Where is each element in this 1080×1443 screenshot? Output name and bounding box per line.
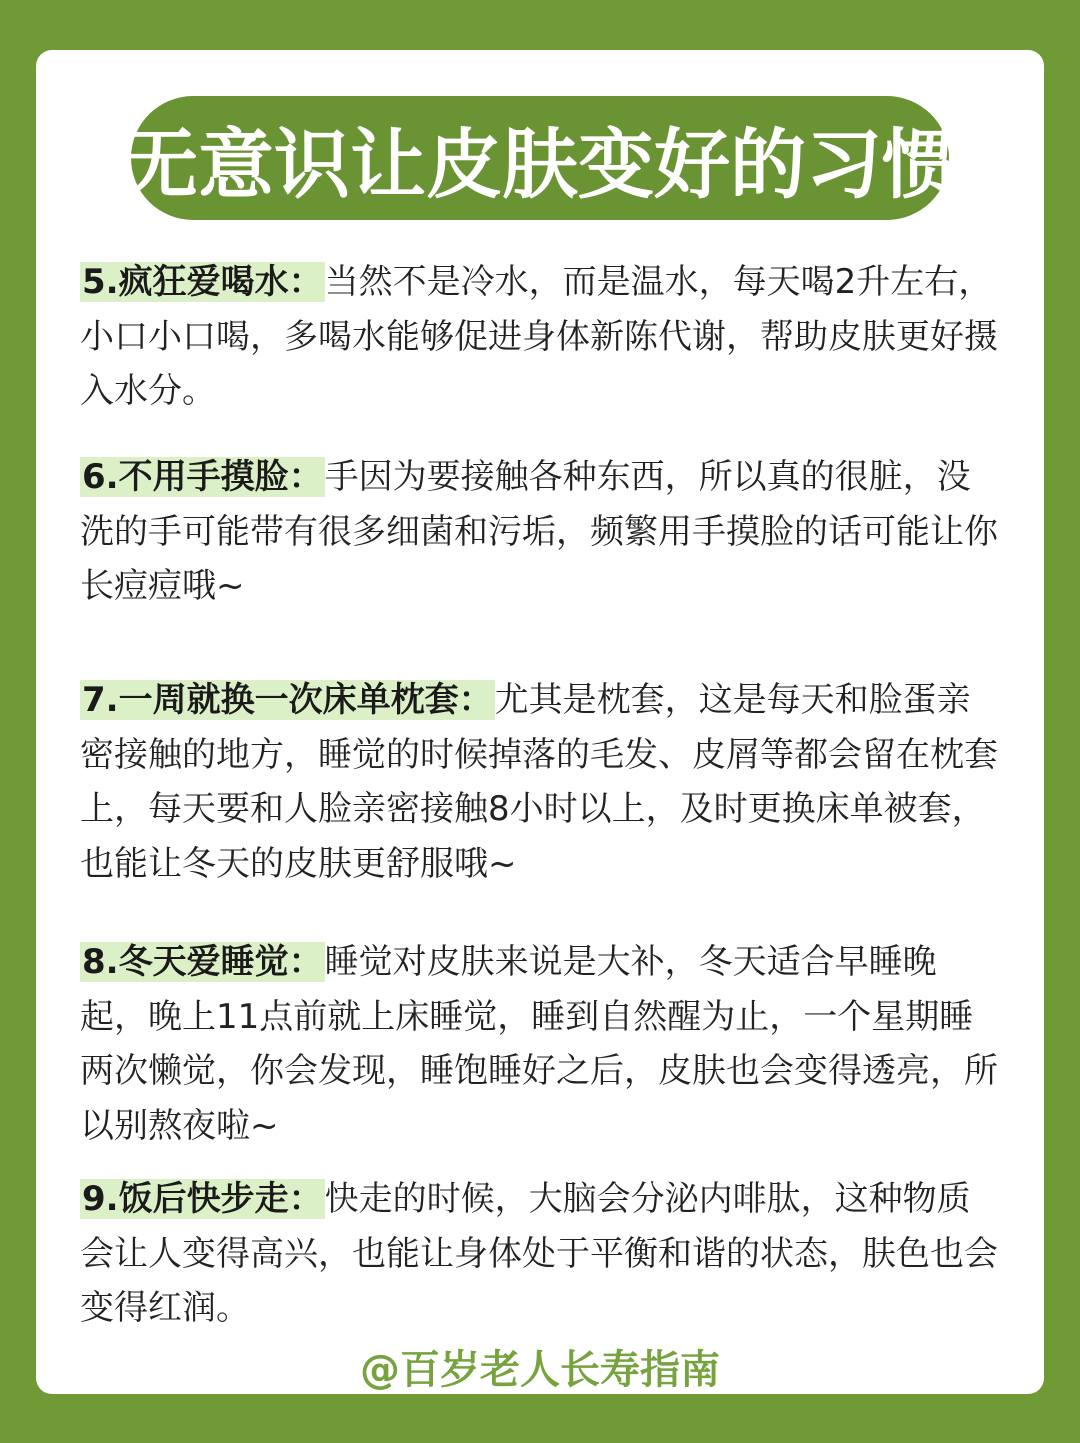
habit-item-7 <box>80 673 1000 891</box>
habit-label: 7.一周就换一次床单枕套： <box>82 680 493 720</box>
habit-label: 9.饭后快步走： <box>82 1179 323 1219</box>
habit-text: 尤其是枕套，这是每天和脸蛋亲密接触的地方，睡觉的时候掉落的毛发、皮屑等都会留在枕套上，每天要和人脸亲密接触8小时以上，及时更换床单被套，也能让冬天的皮肤更舒服哦~ <box>80 680 998 884</box>
habit-label: 5.疯狂爱喝水： <box>82 262 323 302</box>
habit-item-8 <box>80 935 1000 1153</box>
habit-label: 8.冬天爱睡觉： <box>82 942 323 982</box>
author-credit: @百岁老人长寿指南 <box>360 1347 720 1393</box>
page-title: 无意识让皮肤变好的习惯 <box>122 119 958 209</box>
habit-text: 手因为要接触各种东西，所以真的很脏，没洗的手可能带有很多细菌和污垢，频繁用手摸脸的话可能让你长痘痘哦~ <box>80 457 998 606</box>
habit-item-5 <box>80 255 1000 419</box>
habit-item-6 <box>80 450 1000 614</box>
title-banner <box>122 96 958 220</box>
habit-text: 快走的时候，大脑会分泌内啡肽，这种物质会让人变得高兴，也能让身体处于平衡和谐的状态，肤色也会变得红润。 <box>80 1179 998 1328</box>
habit-label: 6.不用手摸脸： <box>82 457 323 497</box>
habit-text: 睡觉对皮肤来说是大补，冬天适合早睡晚起，晚上11点前就上床睡觉，睡到自然醒为止，一个星期睡两次懒觉，你会发现，睡饱睡好之后，皮肤也会变得透亮，所以别熬夜啦~ <box>80 942 998 1146</box>
habit-text: 当然不是冷水，而是温水，每天喝2升左右，小口小口喝，多喝水能够促进身体新陈代谢，帮助皮肤更好摄入水分。 <box>80 262 998 411</box>
content-card <box>36 50 1044 1394</box>
habit-item-9 <box>80 1172 1000 1336</box>
